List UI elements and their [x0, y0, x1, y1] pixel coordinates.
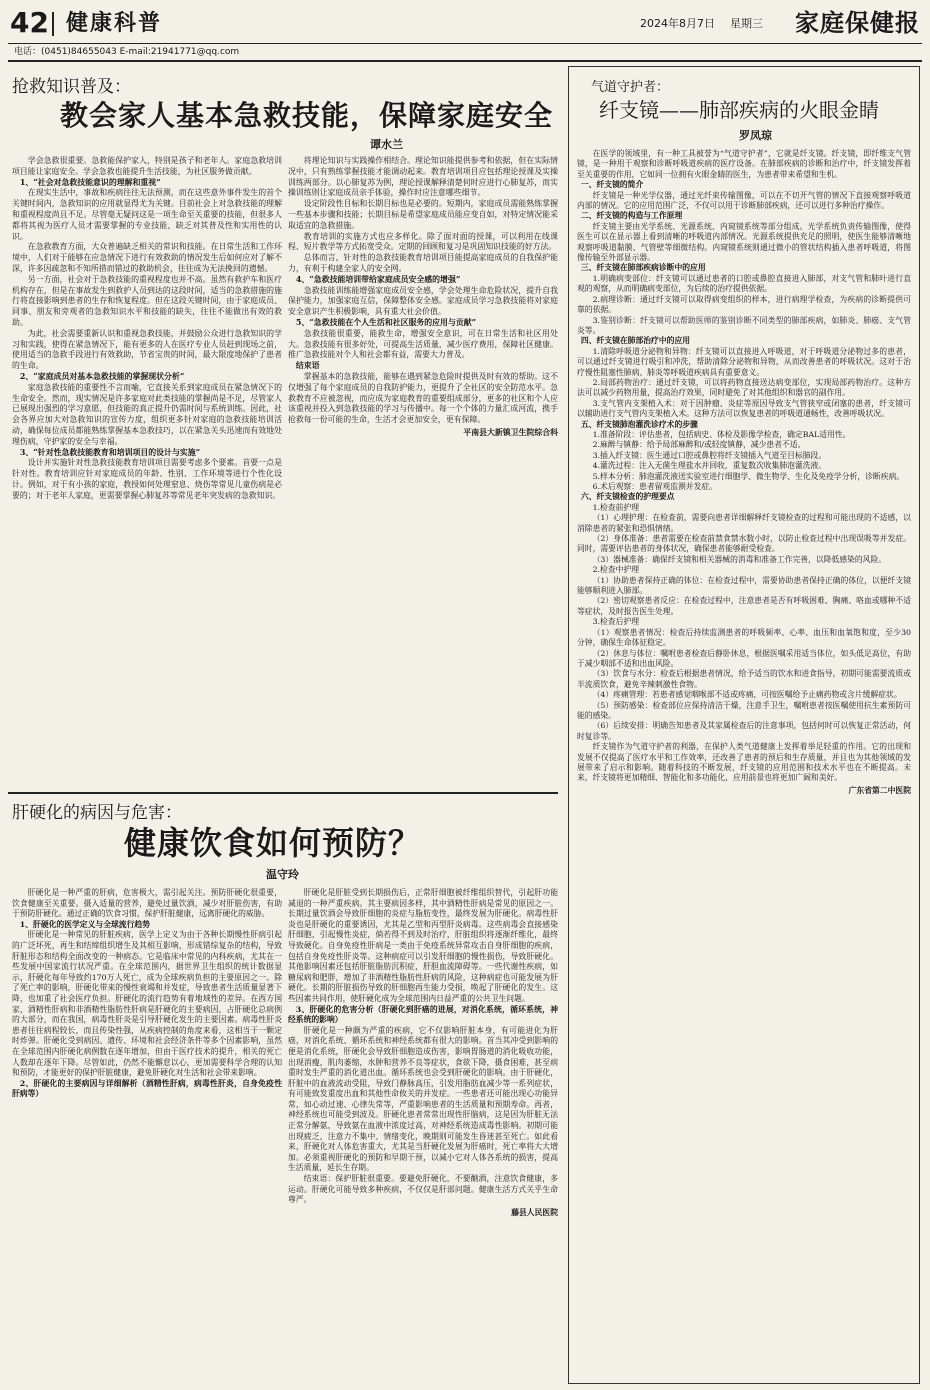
paragraph: （6）后续安排：明确告知患者及其家属检查后的注意事项，包括何时可以恢复正常活动，何时复诊等。	[577, 721, 911, 741]
paragraph: （2）密切观察患者反应：在检查过程中，注意患者是否有呼吸困难、胸痛、咯血或哪种不适等症状，及时报告医生处理。	[577, 596, 911, 616]
paragraph: 5.样本分析：肺泡灌洗液送实验室进行细胞学、微生物学、生化及免疫学分析，诊断疾病。	[592, 471, 905, 481]
subheading: 六、纤支镜检查的护理要点	[580, 492, 675, 502]
subheading: 结束语	[295, 361, 320, 371]
paragraph: 2.局部药物治疗：通过纤支镜，可以将药物直接送达病变部位，实现局部药物治疗。这种方法可以减少药物用量，提高治疗效果，同时避免了对其他组织和器官的副作用。	[577, 377, 911, 398]
paragraph: 3.插入纤支镜：医生通过口腔或鼻腔将纤支镜插入气道至目标肺段。	[592, 450, 827, 460]
masthead-rule	[8, 43, 922, 44]
paragraph: （1）心理护理：在检查前，需要向患者详细解释纤支镜检查的过程和可能出现的不适感，以消除患者的紧张和恐惧情绪。	[577, 513, 911, 533]
article-kicker: 气道守护者：	[591, 80, 670, 95]
column-single	[577, 149, 911, 1377]
paragraph: 教育培训的实施方式也应多样化。除了面对面的授课，可以利用在线课程、短片教学等方式拓宽受众。定期的回顾和复习是巩固知识技能的好方法。	[288, 231, 558, 252]
paragraph: 2.检查中护理	[592, 565, 640, 575]
column-right	[288, 156, 558, 786]
masthead-divider	[52, 12, 54, 36]
article-source: 藤县人民医院	[511, 1207, 558, 1217]
paragraph: 另一方面，社会对于急救技能的重视程度也并不高。虽然有救护车和医疗机构存在，但是在事故发生到救护人员到达的这段时间，适当的急救措施的施行将直接影响到患者的生存和恢复程度。但在这段关键时间，由于家庭成员、同事、朋友和旁观者的急救知识水平和技能的缺失，往往不能做出有效的救助。	[12, 274, 282, 327]
article-headline: 教会家人基本急救技能，保障家庭安全	[60, 99, 554, 132]
masthead	[8, 6, 922, 40]
column-left	[12, 888, 282, 1380]
column-right	[288, 888, 558, 1380]
paragraph: （4）疼痛管理：若患者感觉咽喉部不适或疼痛，可按医嘱给予止痛药物或含片缓解症状。	[592, 690, 902, 700]
contact-line: 电话：(0451)84655043 E-mail:21941771@qq.com	[14, 47, 240, 57]
paragraph: 3.检查后护理	[592, 617, 640, 627]
paragraph: 1.明确病变部位：纤支镜可以通过患者的口腔或鼻腔直接进入肺部，对支气管和肺叶进行直观的观察，从而明确病变部位，为后续的治疗提供依据。	[577, 273, 911, 294]
article-kicker: 抢救知识普及：	[12, 77, 131, 97]
paragraph: 纤支镜作为气道守护者的利器，在保护人类气道健康上发挥着举足轻重的作用。它的出现和发展不仅提高了医疗水平和工作效率，还改善了患者的预后和生存质量，并且也为其他领域的发展带来了启示和影响。随着科技的不断发展，纤支镜的应用范围和技术水平也在不断提高。未来，纤支镜将更加精细、智能化和多功能化，应用前景也将更加广阔和美好。	[577, 742, 911, 783]
paragraph: 肝硬化是肝脏受到长期损伤后，正常肝细胞被纤维组织替代，引起肝功能减退的一种严重疾病。其主要病因多样，其中酒精性肝病是常见的原因之一。长期过量饮酒会导致肝细胞的炎症与脂肪变性，最终发展为肝硬化。病毒性肝炎也是肝硬化的重要诱因，尤其是乙型和丙型肝炎病毒。这些病毒会直接感染肝细胞，引起慢性炎症，倘若得不到及时治疗，肝脏组织将逐渐纤维化，最终导致硬化。自身免疫性肝病是一类由于免疫系统异常攻击自身肝细胞的疾病，包括自身免疫性肝炎等。这种病症可以引发肝细胞的慢性损伤，导致肝硬化。其他影响因素还包括肝脏脂肪沉积症，肝胆血流障碍等。一些代谢性疾病，如糖尿病和肥胖，增加了非酒精性脂肪性肝病的风险，这种病症也可能发展为肝硬化。长期的肝脏损伤导致的肝细胞再生能力受损，唤起了肝硬化的发生。这些因素共同作用，使肝硬化成为全球范围内日益严重的公共卫生问题。	[288, 888, 558, 1003]
paragraph: 设定阶段性目标和长期目标也是必要的。短期内，家庭成员需能熟练掌握一些基本步骤和技能；长期目标是希望家庭成员能应变自如，对特定情况能采取适宜的急救措施。	[288, 199, 558, 230]
paragraph: 1.清除呼吸道分泌物和异物：纤支镜可以直接进入呼吸道，对于呼吸道分泌物过多的患者，可以通过纤支镜进行吸引和冲洗，帮助清除分泌物和异物，从而改善患者的呼吸状况。这对于治疗慢性阻塞性肺病、肺炎等呼吸道疾病具有重要意义。	[577, 346, 911, 377]
contact-rule	[8, 60, 922, 62]
subheading: 一、纤支镜的简介	[580, 180, 644, 190]
paragraph: （5）预防感染：检查部位应保持清洁干燥，注意手卫生，嘱咐患者按医嘱使用抗生素预防可能的感染。	[577, 700, 911, 720]
paragraph: 将理论知识与实践操作相结合。理论知识能提供参考和依据，但在实际情况中，只有熟练掌握技能才能调动起来。教育培训项目应包括理论授课及实操训练两部分。以心肺复苏为例，理论授课解释清楚何时应进行心肺复苏，而实操训练则让家庭成员亲手体验，操作时应注意哪些细节。	[288, 156, 558, 198]
subheading: 4、“急救技能培训带给家庭成员安全感的增强”	[295, 274, 461, 284]
paragraph: 急救技能训练能增强家庭成员安全感，学会处理生命危险状况，提升自我保护能力，加强家庭互信，保障整体安全感。家庭成员学习急救技能将对家庭安全意识产生积极影响，具有重大社会价值。	[288, 285, 558, 317]
article-byline: 谭水兰	[370, 138, 403, 151]
column-left	[12, 156, 282, 786]
subheading: 三、纤支镜在肺部疾病诊断中的应用	[580, 263, 706, 273]
paragraph: 6.术后观察：患者留观监测并发症。	[592, 482, 717, 491]
page-number: 42	[10, 6, 49, 39]
paragraph: 为此，社会需要重新认识和重视急救技能，并鼓励公众进行急救知识的学习和实践，使得在紧急情况下，能有更多的人在医疗专业人员赶到现场之前，使用适当的急救手段进行有效救助，节省宝贵的时间，最大限度地保护了患者的生命。	[12, 328, 282, 371]
paragraph: 结束语：保护肝脏很重要。要避免肝硬化，不要酗酒，注意饮食健康，多运动。肝硬化可能导致多种疾病，不仅仅是肝部问题。健康生活方式关乎生命尊严。	[288, 1174, 558, 1205]
paragraph: 1.准备阶段：评估患者，包括病史、体检及影像学检查，确定BAL适用性。	[592, 429, 851, 439]
article-headline: 健康饮食如何预防？	[124, 824, 422, 862]
paragraph: 在急救教育方面，大众普遍缺乏相关的常识和技能。在日常生活和工作环境中，人们对于能够在应急情况下进行有效救助的情况发生后如何应对了解不深，许多因疏忽和不知所措而错过的救助机会，往往成为无法挽回的遗憾。	[12, 242, 282, 273]
paragraph: 2.病理诊断：通过纤支镜可以取得病变组织的样本，进行病理学检查，为疾病的诊断提供可靠的依据。	[577, 294, 911, 315]
paragraph: 纤支镜是一种光学仪器，通过光纤束传输图像，可以在不切开气管的情况下直接观察呼吸道内部的情况。它的应用范围广泛，不仅可以用于诊断肺部疾病，还可以进行多种治疗操作。	[577, 190, 911, 211]
paragraph: 掌握基本的急救技能，能够在遇到紧急危险时提供及时有效的帮助。这不仅增强了每个家庭成员的自我防护能力，更提升了全社区的安全防范水平。急救教育不应被忽视，而应成为家庭教育的重要组成部分，更多的社区和个人应该重视并投入到急救技能的学习与传播中。每一个个体的力量汇成河流，携手抢救每一份可能的生命，生活才会更加安全，更有保障。	[288, 371, 558, 425]
paragraph: 4.灌洗过程：注入无菌生理盐水并回收，重复数次收集肺泡灌洗液。	[592, 461, 827, 471]
article-bronchoscope	[568, 66, 920, 1384]
paragraph: （3）器械准备：确保纤支镜和相关器械的消毒和准备工作完善，以降低感染的风险。	[592, 554, 887, 564]
issue-date: 2024年8月7日	[640, 17, 715, 30]
paragraph: （2）身体准备：患者需要在检查前禁食禁水数小时，以防止检查过程中出现误吸等并发症。同时，需要评估患者的身体状况，确保患者能够耐受检查。	[577, 534, 911, 554]
subheading: 四、纤支镜在肺部治疗中的应用	[580, 336, 691, 346]
article-body	[12, 156, 558, 786]
paragraph: 2.麻醉与镇静：给予局部麻醉和/或轻度镇静，减少患者不适。	[592, 440, 806, 450]
article-body	[12, 888, 558, 1380]
paragraph: 学会急救很重要。急救能保护家人，特别是孩子和老年人。家庭急救培训项目能让家庭安全。学会急救也能提升生活技能，为社区服务做贡献。	[12, 156, 282, 176]
article-source: 广东省第二中医院	[848, 785, 911, 795]
paragraph: 设计并实施针对性急救技能教育培训项目需要考虑多个要素。首要一点是针对性。教育培训应针对家庭成员的年龄、性别、工作环境等进行个性化设计。例如，对于有小孩的家庭，教授如何处理窒息、烧伤等常见儿童伤病是必要的；对于老年人家庭，更需要掌握心肺复苏等常见老年突发病的急救知识。	[12, 458, 282, 500]
newspaper-title: 家庭保健报	[795, 8, 920, 37]
article-headline: 纤支镜——肺部疾病的火眼金睛	[599, 98, 879, 122]
paragraph: 总体而言，针对性的急救技能教育培训项目能提高家庭成员的自我保护能力，有利于构建全家人的安全网。	[288, 253, 558, 273]
subheading: 5、“急救技能在个人生活和社区服务的应用与贡献”	[295, 317, 477, 327]
article-byline: 罗凤琼	[739, 129, 772, 142]
article-divider	[8, 792, 558, 794]
subheading: 二、纤支镜的构造与工作原理	[580, 211, 683, 221]
paragraph: 在医学的领域里，有一种工具被誉为“气道守护者”，它就是纤支镜。纤支镜，即纤维支气管镜，是一种用于观察和诊断呼吸道疾病的医疗设备。在肺部疾病的诊断和治疗中，纤支镜发挥着至关重要的作用，它如同一位拥有火眼金睛的医生，为患者带来希望和生机。	[577, 149, 911, 179]
paragraph: 肝硬化是一种常见的肝脏疾病，医学上定义为由于各种长期慢性肝病引起的广泛坏死，再生和结缔组织增生及其相互影响，形成错综复杂的结构，导致肝脏形态和结构全面改变的一种病态。它是临床中常见的内科疾病，尤其在一些发展中国家流行状况严重。在全球范围内，据世界卫生组织的统计数据显示，肝硬化每年导致约170万人死亡，成为全球疾病负担的主要原因之一。除了死亡率的影响，肝硬化带来的慢性衰竭和并发症，导致患者生活质量显著下降，也加重了社会医疗负担。肝硬化的流行趋势有着地域性的差异。在西方国家，酒精性肝病和非酒精性脂肪性肝病是肝硬化的主要病因，占肝硬化总病例的大部分，而在我国，病毒性肝炎是引导肝硬化发生的主要因素。病毒性肝炎患者往往病程较长，而且传染性强，从疾病控制的角度来看，这相当于一颗定时炸弹。肝硬化受到病因、遗传、环境和社会经济条件等多个因素影响，虽然在全球范围内肝硬化病例数在逐年增加，但由于医疗技术的提升，相关的死亡人数却在逐年下降。尽管如此，仍然不能懈怠以心，更加需要科学合理的认知和预防，才能更好的保护肝脏健康，避免肝硬化对生活和社会带来影响。	[12, 930, 282, 1078]
article-first-aid	[8, 66, 558, 790]
paragraph: 1.检查前护理	[592, 502, 640, 512]
subheading: 1、“社会对急救技能意识的理解和重视”	[19, 177, 161, 187]
paragraph: 肝硬化是一种严重的肝病，危害极大，需引起关注。预防肝硬化很重要，饮食健康至关重要。摄入适量的营养，避免过量饮酒，减少对肝脏伤害，有助于预防肝硬化。通过正确的饮食习惯，保护肝脏健康，远离肝硬化的威胁。	[12, 888, 282, 919]
article-kicker: 肝硬化的病因与危害：	[12, 803, 182, 823]
article-source: 平南县大新镇卫生院综合科	[463, 427, 558, 437]
article-body	[577, 149, 911, 1377]
subheading: 1、肝硬化的医学定义与全球流行趋势	[19, 919, 150, 929]
subheading: 3、肝硬化的危害分析（肝硬化到肝癌的进展，对消化系统，循环系统，神经系统的影响）	[288, 1004, 558, 1025]
paragraph: （1）协助患者保持正确的体位：在检查过程中，需要协助患者保持正确的体位，以便纤支镜能够顺利进入肺部。	[577, 575, 911, 596]
issue-weekday: 星期三	[730, 17, 763, 30]
paragraph: 3.鉴别诊断：纤支镜可以帮助医师的鉴别诊断不同类型的肺部疾病，如肺炎、肺癌、支气管炎等。	[577, 315, 911, 335]
paragraph: 急救技能很重要，能救生命，增强安全意识，可在日常生活和社区用处大。急救技能有很多好处，可提高生活质量，减少医疗费用，保障社区健康。推广急救技能对个人和社会都有益，需要大力普及。	[288, 328, 558, 360]
subheading: 3、“针对性急救技能教育和培训项目的设计与实施”	[19, 447, 201, 457]
section-name: 健康科普	[66, 10, 163, 36]
subheading: 2、肝硬化的主要病因与详细解析（酒精性肝病，病毒性肝炎，自身免疫性肝病等）	[12, 1078, 282, 1099]
paragraph: （2）休息与体位：嘱咐患者检查后静卧休息，根据医嘱采用适当体位，如头低足高位，有助于减少咽部不适和出血风险。	[577, 648, 911, 668]
paragraph: 3.支气管内支架植入术：对于因肿瘤、炎症等原因导致支气管狭窄或闭塞的患者，纤支镜可以辅助进行支气管内支架植入术。这种方法可以恢复患者的呼吸道通畅性，改善呼吸状况。	[577, 398, 911, 419]
paragraph: 肝硬化是一种颇为严重的疾病，它不仅影响肝脏本身，有可能进化为肝癌，对消化系统、循环系统和神经系统都有很大的影响。首当其冲受到影响的便是消化系统，肝硬化会导致肝细胞造成伤害，影响胃肠道的消化吸收功能，出现消瘦，肌肉萎缩，水肿和营养不良等症状，食欲下降，摄食困难，甚至病重时发生严重的消化道出血。循环系统也会受到肝硬化的影响。由于肝硬化，肝脏中的血液流动受阻，导致门静脉高压，引发用脂肪血减少等一系列症状，有可能致发重度出血和其他性命攸关的并发症。一些患者还可能出现心功能异常，如心动过速、心律失常等，严重影响患者的生活质量和预期寿命。再者，神经系统也可能受到波及。肝硬化患者常常出现性肝脑病，这是因为肝脏无法正常分解氨，导致氨在血液中浓度过高，对神经系统造成毒性影响。初期可能出现疲乏，注意力不集中、情绪变化，晚期则可能发生昏迷甚至死亡。如此看来，肝硬化对人体危害重大，尤其是当肝硬化发展为肝癌时，死亡率将大大增加。必须重视肝硬化的预防和早期干预，以减小它对人体各系统的损害，提高生活质量，延长生存期。	[288, 1025, 558, 1173]
subheading: 五、纤支镜肺泡灌洗诊疗术的步骤	[580, 419, 698, 429]
paragraph: 在现实生活中，事故和疾病往往无法预测，而在这些意外事件发生的首个关键时间内，急救知识的应用就显得尤为关键。目前社会上对急救技能的理解和重视程度尚且不足。尽管毫无疑问这是一项生命至关重要的技能，但很多人都将其视为医疗人员才需要掌握的专业技能，缺乏对其普及性和实用性的认识。	[12, 188, 282, 241]
paragraph: （1）观察患者情况：检查后持续监测患者的呼吸频率、心率、血压和血氧饱和度，至少30分钟，确保生命体征稳定。	[577, 627, 911, 648]
subheading: 2、“家庭成员对基本急救技能的掌握现状分析”	[19, 371, 185, 381]
paragraph: （3）饮食与水分：检查后根据患者情况，给予适当的饮水和进食指导，初期可能需要流质或半流质饮食，避免辛辣刺激性食物。	[577, 669, 911, 689]
article-byline: 温守玲	[266, 868, 299, 881]
paragraph: 家庭急救技能的重要性不言而喻，它直接关系到家庭成员在紧急情况下的生命安全。然而，现实情况是许多家庭对此类技能的掌握尚是不足，尽管家人已展现出强烈的学习意愿，但技能的真正提升仍需时间与系统训练。因此，社会各界应加大对急救知识的宣传力度，组织更多针对家庭的急救技能培训活动，确保每位成员都能熟练掌握基本急救技巧，以在紧急关头迅速而有效地处理伤病，守护家的安全与幸福。	[12, 382, 282, 446]
article-cirrhosis	[8, 796, 558, 1386]
paragraph: 纤支镜主要由光学系统、光源系统、内窥镜系统等部分组成。光学系统负责传输图像，使得医生可以在显示器上看到清晰的呼吸道内部情况。光源系统提供充足的照明，使医生能够清晰地观察呼吸道黏膜、气管壁等细微结构。内窥镜系统则通过微小的管状结构插入患者呼吸道，将图像传输至外部显示器。	[577, 221, 911, 263]
